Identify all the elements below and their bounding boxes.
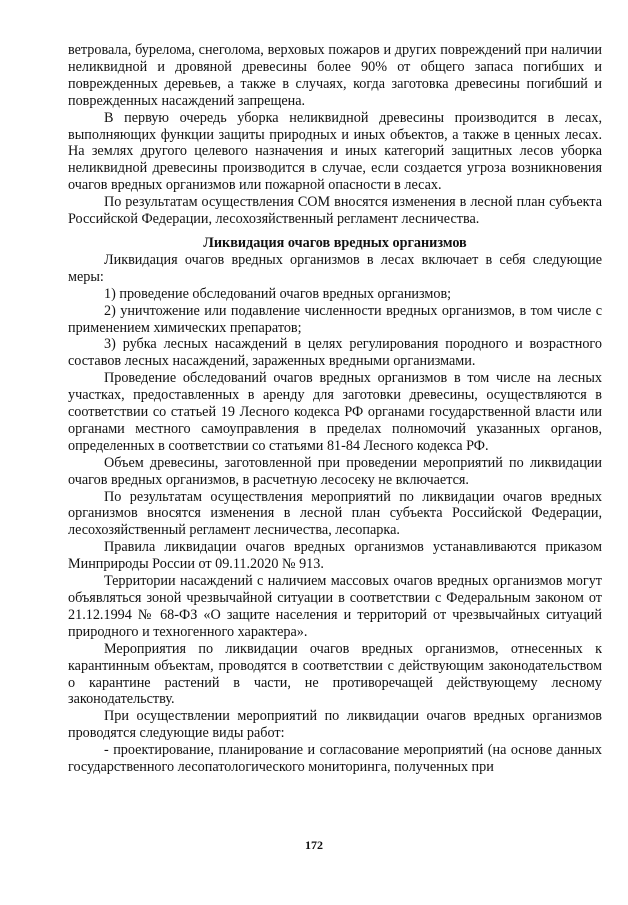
page-number: 172 xyxy=(305,838,323,852)
paragraph: Правила ликвидации очагов вредных организмов устанавливаются приказом Минприроды России от 09.11.2020 № 913. xyxy=(68,539,602,573)
paragraph-continuation: ветровала, бурелома, снеголома, верховых пожаров и других повреждений при наличии неликвидной и дровяной древесины более 90% от общего запаса погибших и поврежденных деревьев, а также в случаях, когда заготовка древесины погибший и поврежденных насаждений запрещена. xyxy=(68,42,602,109)
paragraph: По результатам осуществления СОМ вносятся изменения в лесной план субъекта Российской Федерации, лесохозяйственный регламент лесничества. xyxy=(68,194,602,228)
list-item: 1) проведение обследований очагов вредных организмов; xyxy=(104,285,452,302)
paragraph: Объем древесины, заготовленной при проведении мероприятий по ликвидации очагов вредных организмов, в расчетную лесосеку не включается. xyxy=(68,454,602,488)
list-item: 2) уничтожение или подавление численности вредных организмов, в том числе с применением химических препаратов; xyxy=(68,302,602,336)
paragraph: В первую очередь уборка неликвидной древесины производится в лесах, выполняющих функции защиты природных и иных объектов, а также в ценных лесах. На землях другого целевого назначения и иных категорий защитных лесов уборка неликвидной древесины производится в случае, если создается угроза возникновения очагов вредных организмов или пожарной опасности в лесах. xyxy=(68,109,602,194)
paragraph: При осуществлении мероприятий по ликвидации очагов вредных организмов проводятся следующие виды работ: xyxy=(68,708,602,742)
section-heading: Ликвидация очагов вредных организмов xyxy=(203,234,467,251)
document-body xyxy=(68,42,602,776)
paragraph: Ликвидация очагов вредных организмов в лесах включает в себя следующие меры: xyxy=(68,251,602,285)
paragraph: Проведение обследований очагов вредных организмов в том числе на лесных участках, предоставленных в аренду для заготовки древесины, осуществляются в соответствии со статьей 19 Лесного кодекса РФ органами государственной власти или органами местного самоуправления в пределах полномочий указанных органов, определенных в соответствии со статьями 81-84 Лесного кодекса РФ. xyxy=(68,370,602,454)
paragraph: Территории насаждений с наличием массовых очагов вредных организмов могут объявляться зоной чрезвычайной ситуации в соответствии с Федеральным законом от 21.12.1994 № 68-ФЗ «О защите населения и территорий от чрезвычайных ситуаций природного и техногенного характера». xyxy=(68,573,602,640)
paragraph: По результатам осуществления мероприятий по ликвидации очагов вредных организмов вносятся изменения в лесной план субъекта Российской Федерации, лесохозяйственный регламент лесничества, лесопарка. xyxy=(68,488,602,539)
list-item: - проектирование, планирование и согласование мероприятий (на основе данных государственного лесопатологического мониторинга, полученных при xyxy=(68,742,602,776)
list-item: 3) рубка лесных насаждений в целях регулирования породного и возрастного составов лесных насаждений, зараженных вредными организмами. xyxy=(68,336,602,370)
paragraph: Мероприятия по ликвидации очагов вредных организмов, отнесенных к карантинным объектам, проводятся в соответствии с действующим законодательством о карантине растений в части, не противоречащей действующему лесному законодательству. xyxy=(68,640,602,708)
